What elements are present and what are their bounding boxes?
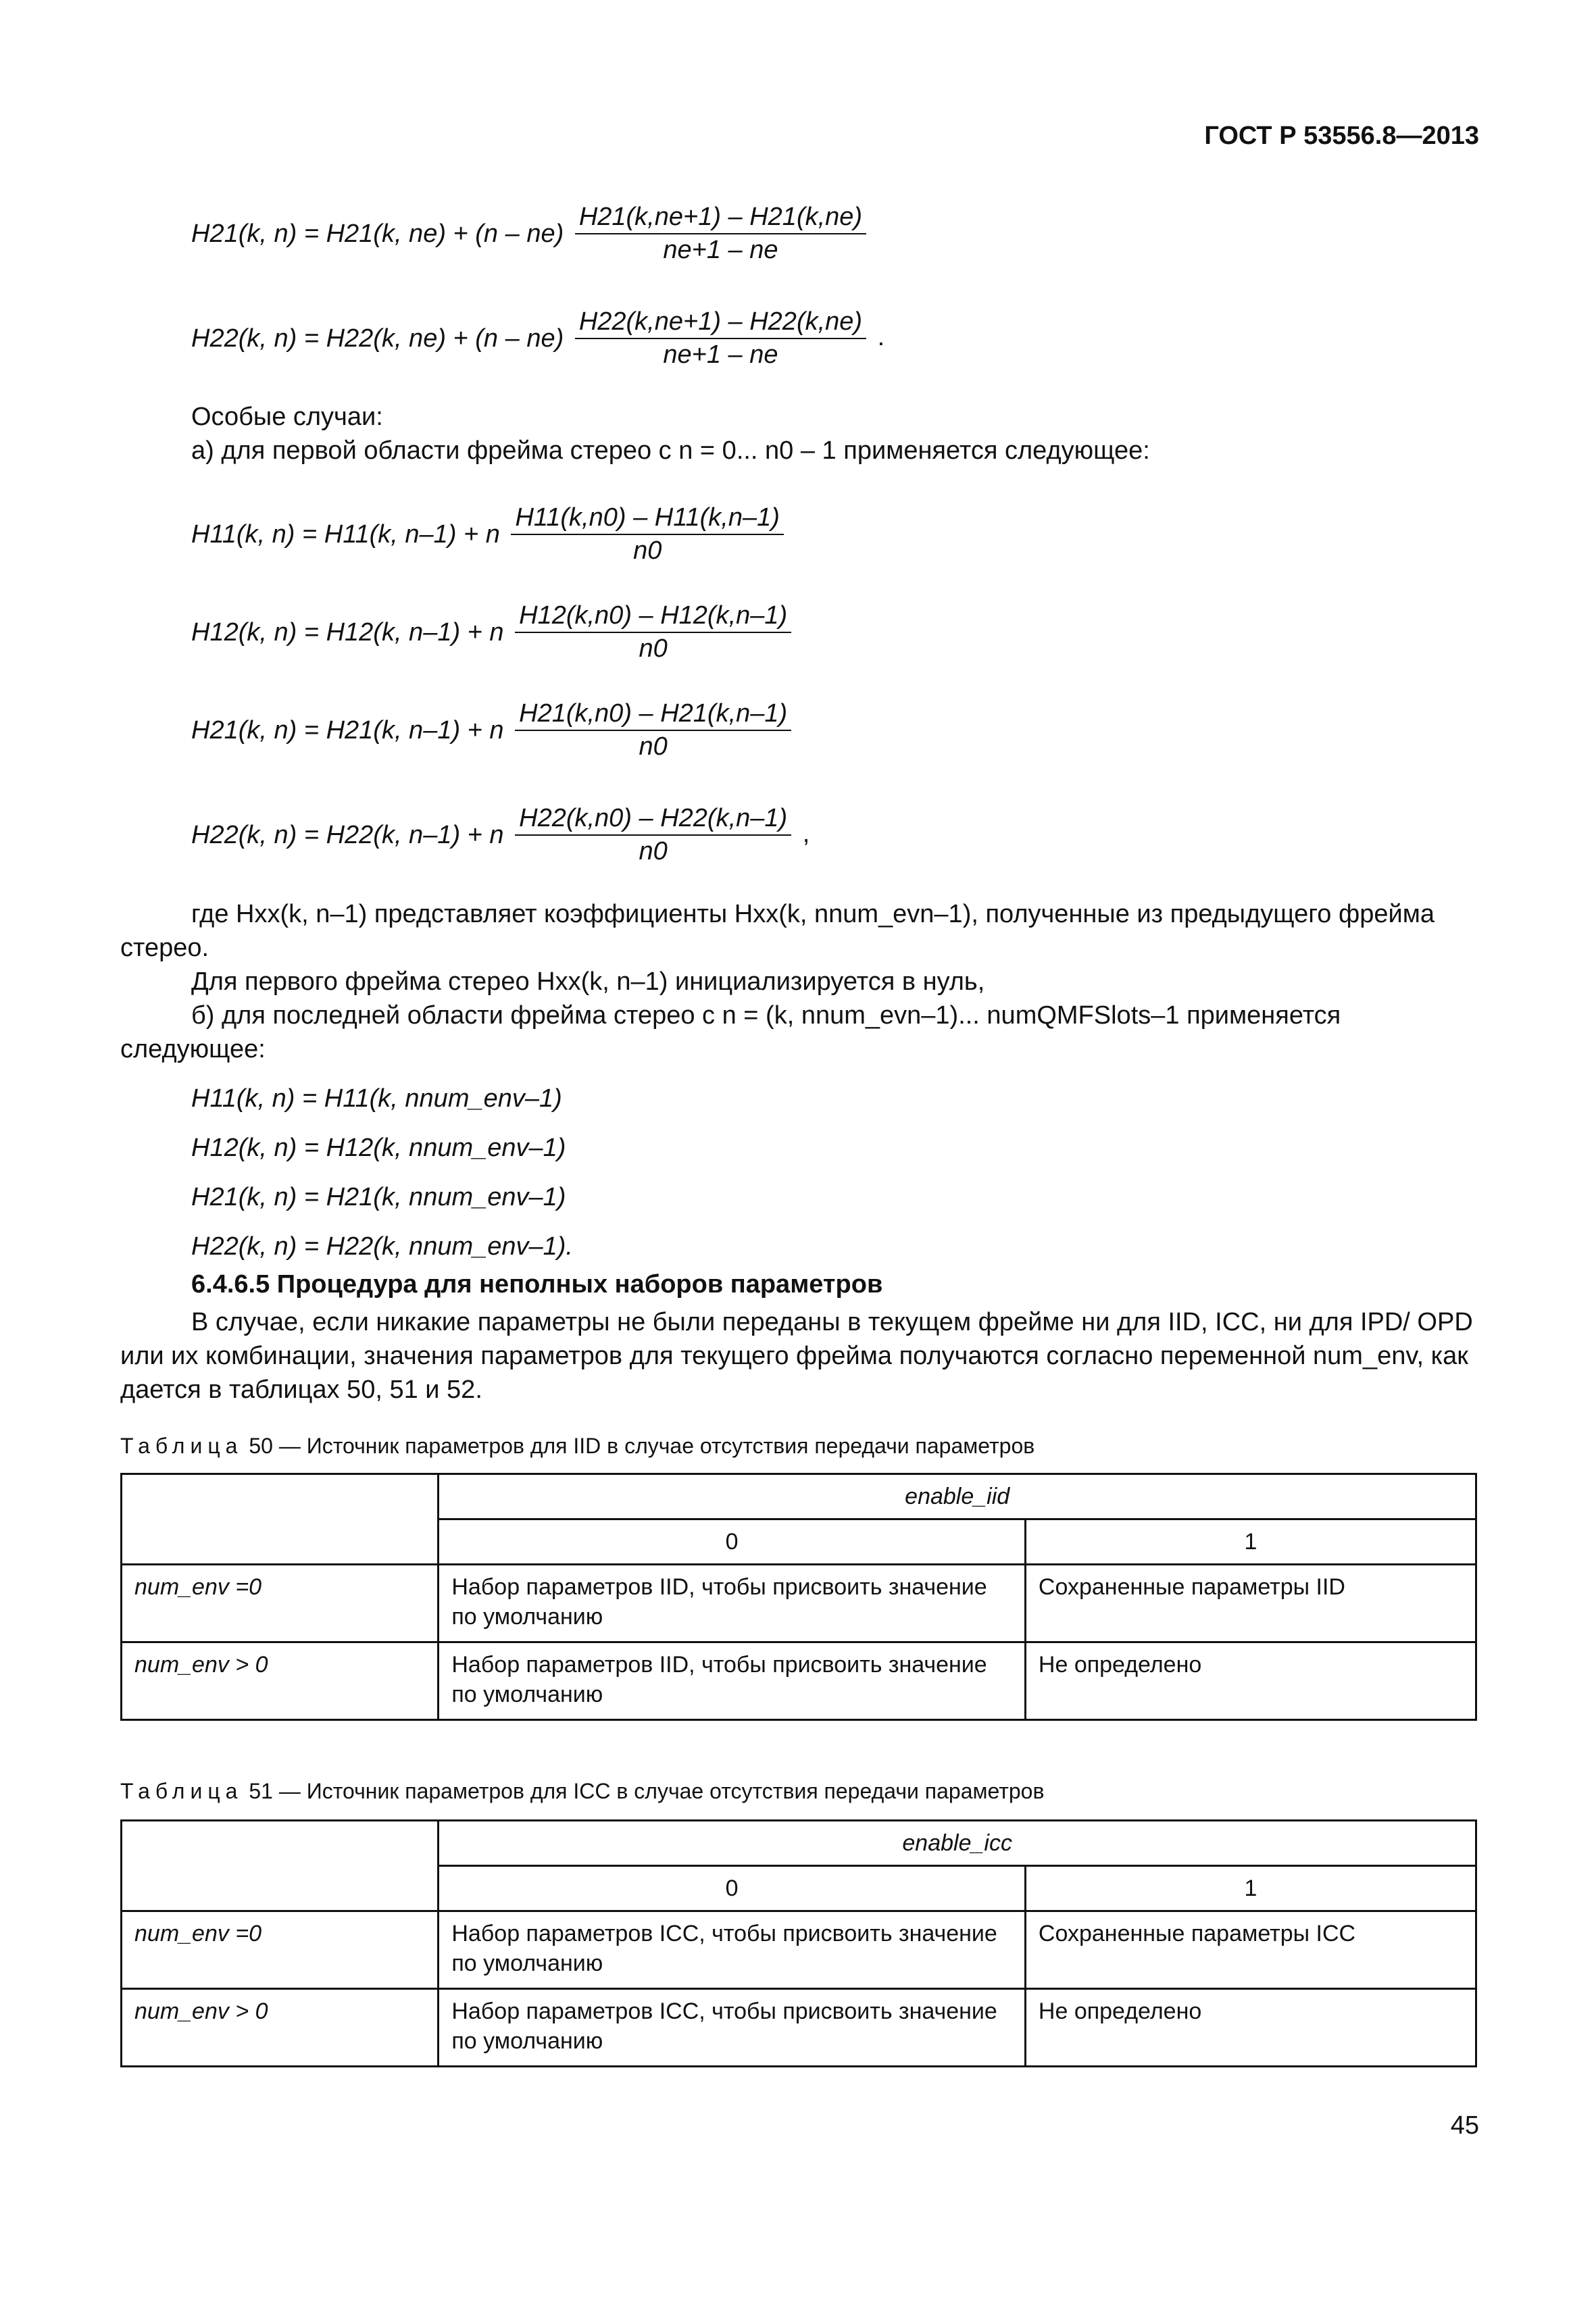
table-header-enable: enable_iid (439, 1474, 1476, 1519)
table-50 (120, 1473, 1477, 1721)
row-cell-0: Набор параметров ICC, чтобы присвоить значение по умолчанию (439, 1989, 1026, 2067)
fraction (575, 203, 866, 265)
special-case-b: б) для последней области фрейма стерео с n = (k, nnum_evn–1)... numQMFSlots–1 применяется следующее: (120, 1001, 1341, 1063)
table-corner-cell (122, 1474, 439, 1565)
fraction (511, 503, 783, 565)
row-cell-1: Сохраненные параметры IID (1025, 1565, 1476, 1642)
document-header: ГОСТ Р 53556.8—2013 (1204, 122, 1479, 150)
formula-h21-interp (191, 203, 870, 265)
table-col-0: 0 (439, 1866, 1026, 1911)
special-case-a: а) для первой области фрейма стерео с n = 0... n0 – 1 применяется следующее: (191, 436, 1150, 465)
table-header-enable: enable_icc (439, 1821, 1476, 1866)
formula-lhs: H11(k, n) = H11(k, n–1) + n (191, 520, 500, 549)
row-cell-1: Не определено (1025, 1642, 1476, 1720)
formula-tail: . (877, 323, 885, 352)
fraction-denominator: ne+1 – ne (663, 341, 778, 369)
table-row (122, 1642, 1476, 1720)
section-heading: 6.4.6.5 Процедура для неполных наборов параметров (191, 1270, 883, 1299)
formula-lhs: H22(k, n) = H22(k, n–1) + n (191, 820, 504, 849)
formula-lhs: H21(k, n) = H21(k, n–1) + n (191, 715, 504, 745)
table-col-0: 0 (439, 1519, 1026, 1565)
fraction-denominator: n0 (639, 732, 668, 761)
row-cell-1: Сохраненные параметры ICC (1025, 1911, 1476, 1989)
init-paragraph: Для первого фрейма стерео Hxx(k, n–1) инициализируется в нуль, (191, 967, 985, 996)
row-cell-1: Не определено (1025, 1989, 1476, 2067)
table-50-caption (120, 1434, 1034, 1459)
row-label: num_env > 0 (122, 1642, 439, 1720)
row-label: num_env =0 (122, 1911, 439, 1989)
caption-text: 51 — Источник параметров для ICC в случае отсутствия передачи параметров (249, 1779, 1045, 1803)
fraction-denominator: ne+1 – ne (663, 236, 778, 264)
fraction (575, 307, 866, 370)
row-label: num_env > 0 (122, 1989, 439, 2067)
formula-h12-first (191, 601, 795, 663)
table-col-1: 1 (1025, 1519, 1476, 1565)
fraction-denominator: n0 (639, 634, 668, 663)
fraction-denominator: n0 (633, 536, 662, 565)
formula-h12-last: H12(k, n) = H12(k, nnum_env–1) (191, 1134, 566, 1162)
formula-h11-last: H11(k, n) = H11(k, nnum_env–1) (191, 1084, 562, 1113)
table-51-caption (120, 1779, 1044, 1804)
caption-prefix: Таблица (120, 1779, 243, 1803)
formula-h22-last: H22(k, n) = H22(k, nnum_env–1). (191, 1232, 573, 1261)
fraction-numerator: H22(k,n0) – H22(k,n–1) (515, 804, 791, 836)
formula-h22-interp (191, 307, 884, 370)
fraction (515, 699, 791, 761)
fraction-numerator: H21(k,ne+1) – H21(k,ne) (575, 203, 866, 234)
fraction-numerator: H22(k,ne+1) – H22(k,ne) (575, 307, 866, 339)
fraction-numerator: H12(k,n0) – H12(k,n–1) (515, 601, 791, 633)
row-cell-0: Набор параметров IID, чтобы присвоить значение по умолчанию (439, 1565, 1026, 1642)
formula-lhs: H12(k, n) = H12(k, n–1) + n (191, 618, 504, 647)
page-number: 45 (1450, 2111, 1479, 2140)
formula-h21-first (191, 699, 795, 761)
where-paragraph: где Hxx(k, n–1) представляет коэффициенты Hxx(k, nnum_evn–1), полученные из предыдущего фрейма стерео. (120, 900, 1435, 962)
row-cell-0: Набор параметров IID, чтобы присвоить значение по умолчанию (439, 1642, 1026, 1720)
formula-tail: , (802, 820, 810, 849)
formula-h21-last: H21(k, n) = H21(k, nnum_env–1) (191, 1183, 566, 1211)
row-label: num_env =0 (122, 1565, 439, 1642)
table-row (122, 1565, 1476, 1642)
fraction-numerator: H11(k,n0) – H11(k,n–1) (511, 503, 783, 535)
formula-lhs: H22(k, n) = H22(k, ne) + (n – ne) (191, 324, 564, 353)
formula-lhs: H21(k, n) = H21(k, ne) + (n – ne) (191, 219, 564, 248)
table-col-1: 1 (1025, 1866, 1476, 1911)
formula-h22-first (191, 804, 809, 866)
caption-prefix: Таблица (120, 1434, 243, 1458)
caption-text: 50 — Источник параметров для IID в случае отсутствия передачи параметров (249, 1434, 1035, 1458)
table-corner-cell (122, 1821, 439, 1911)
fraction (515, 601, 791, 663)
row-cell-0: Набор параметров ICC, чтобы присвоить значение по умолчанию (439, 1911, 1026, 1989)
table-51 (120, 1819, 1477, 2067)
table-row (122, 1911, 1476, 1989)
formula-h11-first (191, 503, 788, 565)
special-cases-title: Особые случаи: (191, 403, 383, 431)
fraction (515, 804, 791, 866)
fraction-denominator: n0 (639, 837, 668, 865)
fraction-numerator: H21(k,n0) – H21(k,n–1) (515, 699, 791, 731)
table-row (122, 1989, 1476, 2067)
section-paragraph: В случае, если никакие параметры не были переданы в текущем фрейме ни для IID, ICC, ни для IPD/ OPD или их комбинации, значения параметров для текущего фрейма получаются согласно переменной num_env, как дается в таблицах 50, 51 и 52. (120, 1308, 1473, 1404)
